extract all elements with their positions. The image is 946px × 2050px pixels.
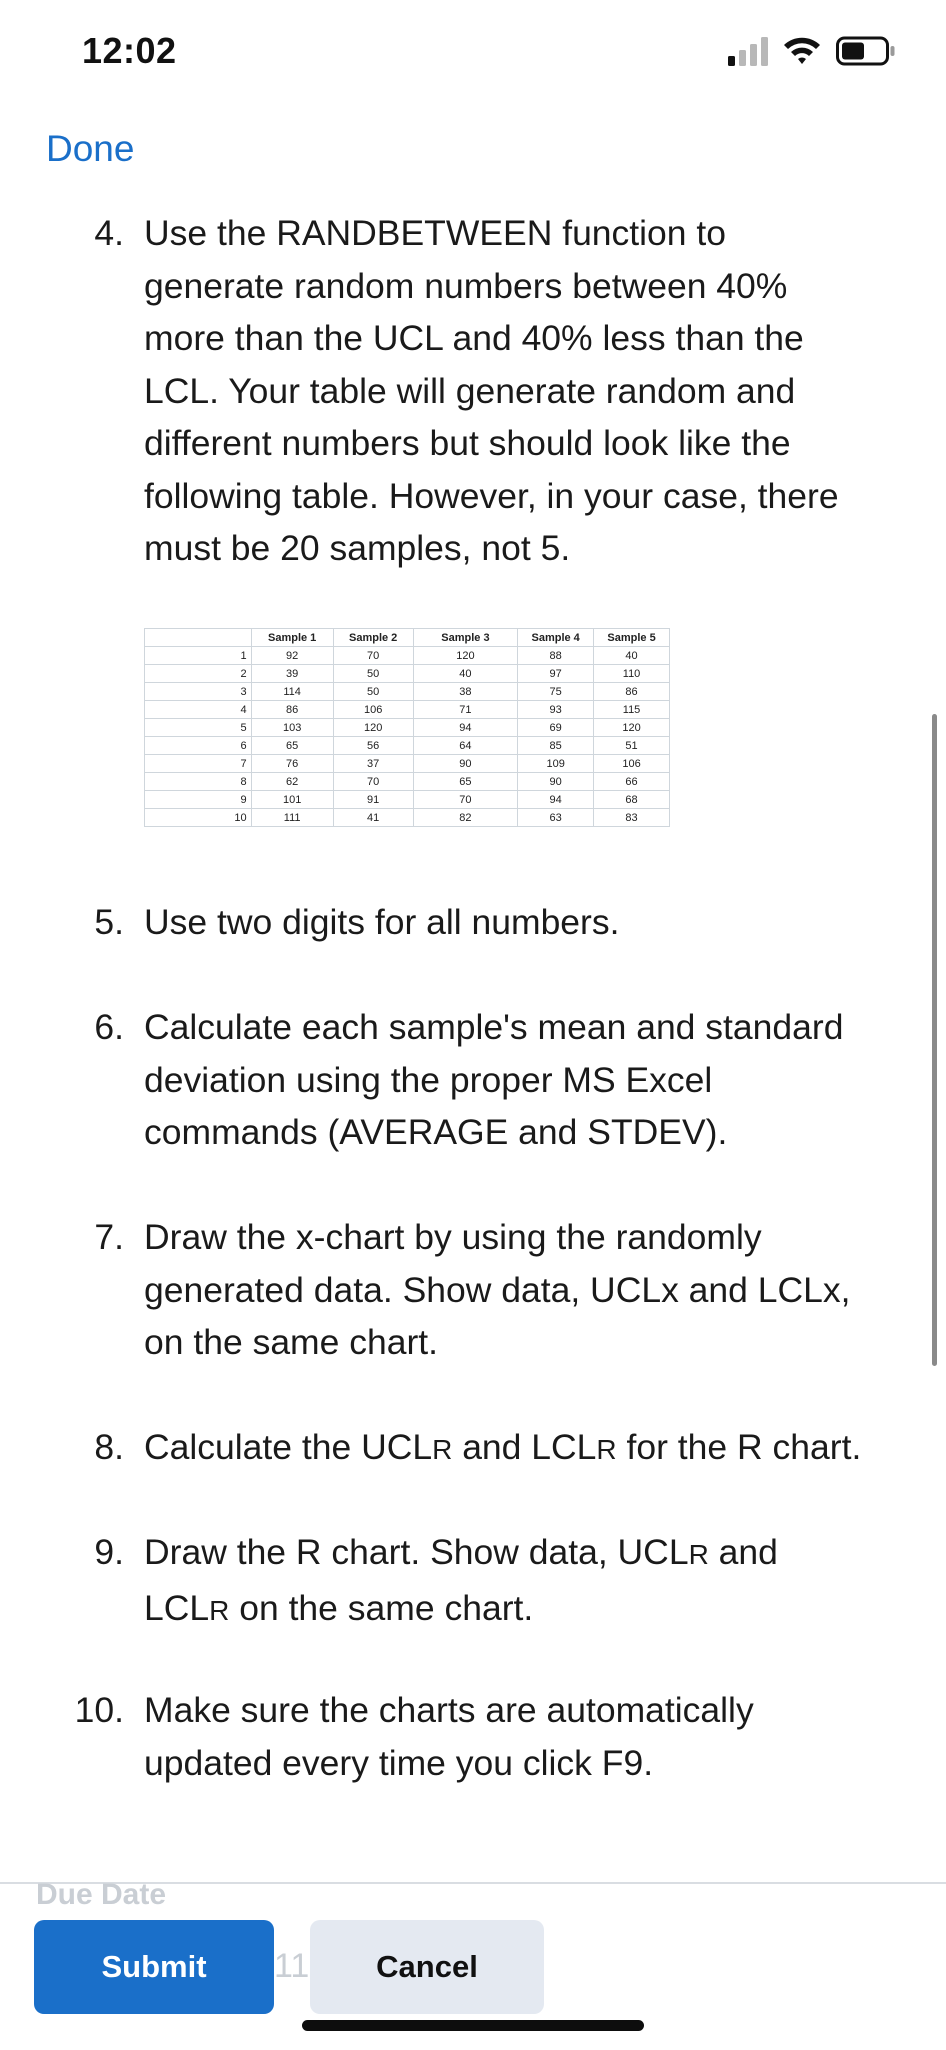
submit-button[interactable]: Submit [34,1920,274,2014]
instruction-line: deviation using the proper MS Excel [144,1059,713,1100]
table-cell: 40 [413,665,518,683]
table-row [145,683,670,701]
table-cell: 110 [594,665,670,683]
instruction-number: 5. [94,902,124,942]
table-header-cell: Sample 1 [251,629,333,647]
instruction-line: Use two digits for all numbers. [144,902,620,942]
table-cell: 64 [413,737,518,755]
table-cell: 70 [333,773,413,791]
instruction-text [144,207,914,575]
table-cell: 106 [333,701,413,719]
table-cell: 76 [251,755,333,773]
table-row-number: 1 [145,647,252,665]
instruction-line: Draw the R chart. Show data, UCLR and [144,1532,778,1572]
instruction-line: LCL. Your table will generate random and [144,370,796,411]
instruction-line: must be 20 samples, not 5. [144,528,571,568]
table-cell: 101 [251,791,333,809]
scrollbar[interactable] [932,714,937,1366]
instruction-line: on the same chart. [144,1322,439,1362]
table-cell: 63 [518,809,594,827]
table-cell: 66 [594,773,670,791]
table-cell: 65 [413,773,518,791]
table-cell: 83 [594,809,670,827]
table-cell: 38 [413,683,518,701]
table-cell: 97 [518,665,594,683]
instruction-line: different numbers but should look like the [144,423,791,463]
instruction-number: 7. [94,1217,124,1257]
table-cell: 40 [594,647,670,665]
wifi-icon [782,34,822,66]
table-cell: 71 [413,701,518,719]
instruction-text [144,1526,914,1637]
instruction-line: generated data. Show data, UCLx and LCLx, [144,1269,851,1310]
table-header-cell [145,629,252,647]
table-cell: 39 [251,665,333,683]
done-button[interactable]: Done [46,128,135,169]
table-cell: 103 [251,719,333,737]
table-cell: 109 [518,755,594,773]
table-row-number: 8 [145,773,252,791]
table-header-cell: Sample 2 [333,629,413,647]
instruction-line: more than the UCL and 40% less than the [144,318,804,358]
table-row-number: 7 [145,755,252,773]
sample-table [144,628,670,827]
instruction-text [144,896,914,949]
instruction-line: following table. However, in your case, there [144,475,839,516]
table-cell: 50 [333,683,413,701]
instruction-line: LCLR on the same chart. [144,1587,534,1628]
instruction-line: commands (AVERAGE and STDEV). [144,1112,728,1152]
table-cell: 86 [594,683,670,701]
cellular-signal-icon [728,36,772,66]
instruction-line: Draw the x-chart by using the randomly [144,1217,762,1257]
table-row-number: 9 [145,791,252,809]
table-row [145,791,670,809]
table-cell: 91 [333,791,413,809]
table-cell: 106 [594,755,670,773]
status-time: 12:02 [82,30,177,71]
instruction-line: Make sure the charts are automatically [144,1690,754,1730]
table-header-cell: Sample 4 [518,629,594,647]
table-cell: 120 [413,647,518,665]
due-date-value: 11 [274,1947,310,1985]
instruction-text [144,1684,914,1789]
table-cell: 94 [518,791,594,809]
table-row-number: 4 [145,701,252,719]
instruction-text: Calculate the UCLR and LCLR for the R chart. [144,1427,862,1467]
table-cell: 65 [251,737,333,755]
table-row-number: 6 [145,737,252,755]
cancel-button[interactable]: Cancel [310,1920,544,2014]
table-cell: 86 [251,701,333,719]
instruction-line: updated every time you click F9. [144,1742,654,1783]
instruction-text [144,1211,914,1369]
table-cell: 56 [333,737,413,755]
home-indicator[interactable] [302,2020,644,2031]
table-row-number: 2 [145,665,252,683]
table-row [145,809,670,827]
table-cell: 111 [251,809,333,827]
table-row [145,773,670,791]
instruction-text [144,1001,914,1159]
table-row [145,665,670,683]
table-cell: 37 [333,755,413,773]
table-row-number: 10 [145,809,252,827]
table-row [145,701,670,719]
instruction-number: 6. [94,1007,124,1047]
table-row-number: 5 [145,719,252,737]
instruction-number: 4. [94,213,124,253]
table-cell: 82 [413,809,518,827]
due-date-label: Due Date [36,1878,167,1911]
battery-icon [836,36,896,66]
table-cell: 120 [333,719,413,737]
table-cell: 92 [251,647,333,665]
instruction-number: 9. [94,1532,124,1572]
sample-table-image [144,628,670,828]
table-cell: 62 [251,773,333,791]
instruction-line: Use the RANDBETWEEN function to [144,213,727,253]
table-cell: 50 [333,665,413,683]
instruction-number: 10. [74,1690,124,1730]
table-header-cell: Sample 3 [413,629,518,647]
table-row [145,755,670,773]
table-cell: 90 [413,755,518,773]
instruction-line: Calculate each sample's mean and standard [144,1007,844,1047]
table-cell: 75 [518,683,594,701]
table-header-row [145,629,670,647]
table-cell: 69 [518,719,594,737]
table-header-cell: Sample 5 [594,629,670,647]
table-cell: 94 [413,719,518,737]
instruction-number: 8. [94,1427,124,1467]
table-cell: 41 [333,809,413,827]
table-cell: 114 [251,683,333,701]
table-row-number: 3 [145,683,252,701]
table-row [145,719,670,737]
status-bar [0,0,946,100]
table-row [145,647,670,665]
table-cell: 120 [594,719,670,737]
table-cell: 51 [594,737,670,755]
table-cell: 70 [333,647,413,665]
table-cell: 68 [594,791,670,809]
table-row [145,737,670,755]
table-cell: 90 [518,773,594,791]
table-cell: 85 [518,737,594,755]
table-cell: 115 [594,701,670,719]
table-cell: 88 [518,647,594,665]
table-cell: 93 [518,701,594,719]
table-cell: 70 [413,791,518,809]
instruction-line: generate random numbers between 40% [144,265,788,306]
